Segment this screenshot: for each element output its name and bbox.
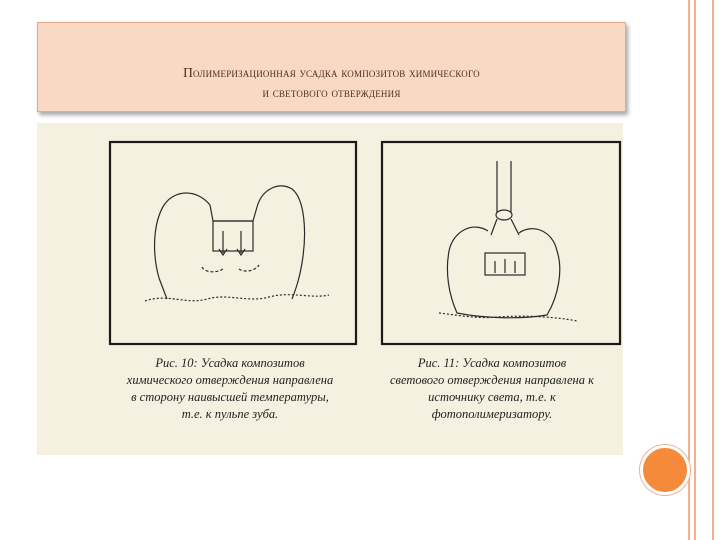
caption-line: Рис. 10: Усадка композитов bbox=[155, 356, 305, 370]
caption-line: Рис. 11: Усадка композитов bbox=[417, 356, 567, 370]
decorative-circle bbox=[640, 445, 690, 495]
slide-title bbox=[38, 63, 625, 103]
slide-title-banner bbox=[37, 22, 626, 112]
caption-line: фотополимеризатору. bbox=[431, 407, 553, 421]
decorative-line bbox=[712, 0, 714, 540]
title-line-2: и светового отверждения bbox=[262, 85, 401, 100]
decorative-line bbox=[688, 0, 690, 540]
figure-10-tooth bbox=[145, 186, 329, 301]
figure-11-caption bbox=[367, 355, 617, 423]
caption-line: химического отверждения направлена bbox=[126, 373, 334, 387]
caption-line: в сторону наивысшей температуры, bbox=[131, 390, 329, 404]
decorative-line bbox=[694, 0, 696, 540]
figure-11-frame bbox=[382, 142, 620, 344]
scanned-figure bbox=[37, 123, 623, 455]
figure-10-caption bbox=[95, 355, 365, 423]
figure-11-tooth bbox=[439, 161, 577, 321]
figure-10-frame bbox=[110, 142, 356, 344]
caption-line: источнику света, т.е. к bbox=[428, 390, 556, 404]
caption-line: т.е. к пульпе зуба. bbox=[181, 407, 279, 421]
title-line-1: Полимеризационная усадка композитов химического bbox=[183, 65, 480, 80]
caption-line: светового отверждения направлена к bbox=[390, 373, 594, 387]
